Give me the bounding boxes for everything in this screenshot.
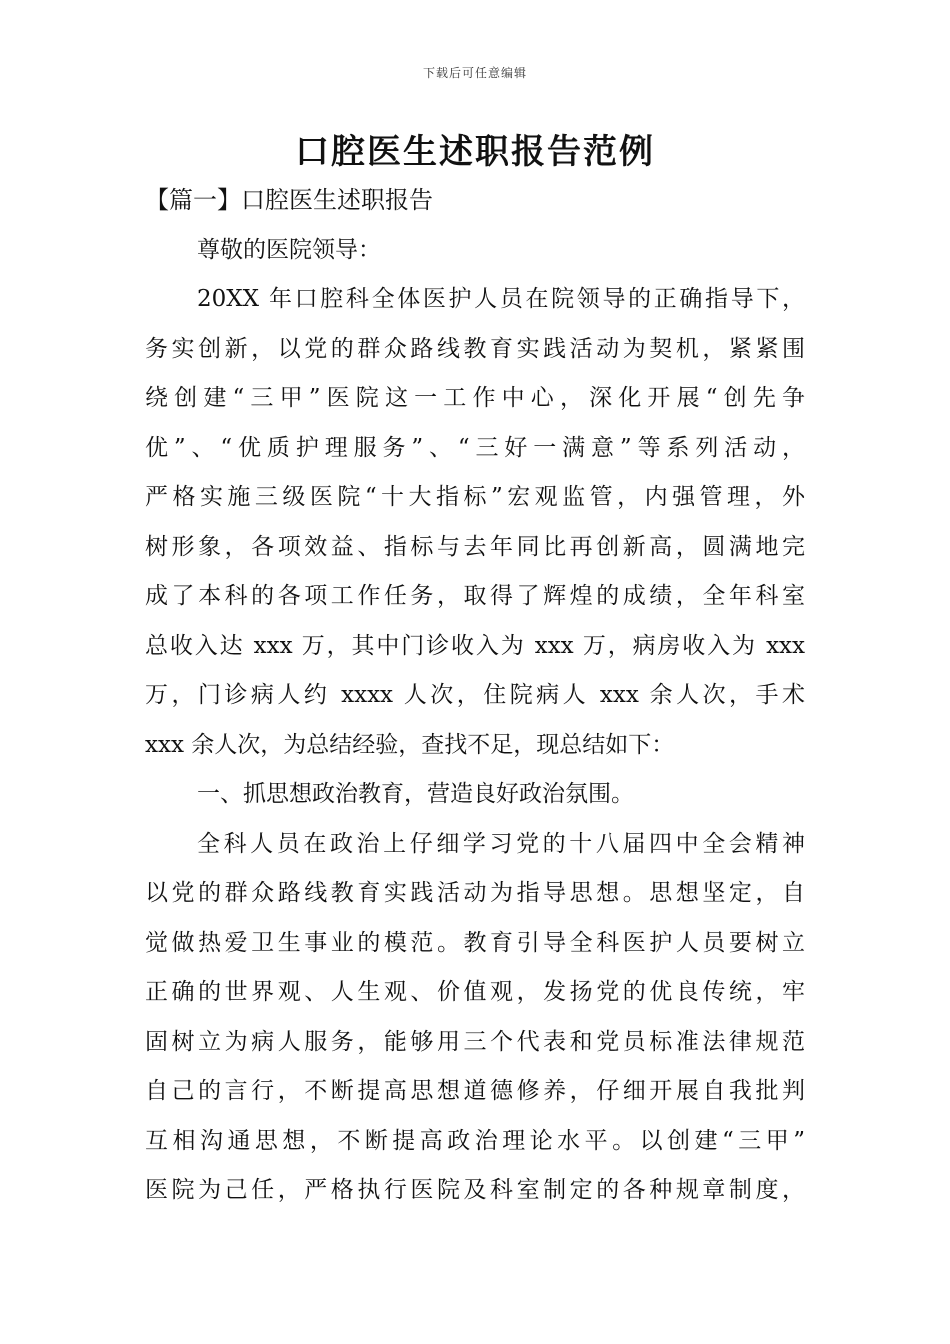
body-line: 总收入达 xxx 万，其中门诊收入为 xxx 万，病房收入为 xxx (145, 632, 805, 659)
subsection-heading: 一、抓思想政治教育，营造良好政治氛围。 (197, 781, 634, 807)
body-line: 20XX 年口腔科全体医护人员在院领导的正确指导下， (197, 286, 805, 312)
body-line: xxx 余人次，为总结经验，查找不足，现总结如下： (145, 731, 675, 758)
body-line: 医院为己任，严格执行医院及科室制定的各种规章制度， (145, 1177, 805, 1203)
document-title: 口腔医生述职报告范例 (295, 132, 655, 172)
body-line: 务实创新，以党的群众路线教育实践活动为契机，紧紧围 (145, 335, 805, 362)
body-line: 以党的群众路线教育实践活动为指导思想。思想坚定，自 (145, 880, 805, 906)
body-line: 自己的言行，不断提高思想道德修养，仔细开展自我批判 (145, 1078, 805, 1104)
header-note: 下载后可任意编辑 (422, 66, 527, 80)
section-heading: 【篇一】口腔医生述职报告 (145, 186, 433, 214)
body-line: 优”、“优质护理服务”、“三好一满意”等系列活动， (145, 434, 805, 461)
body-line: 全科人员在政治上仔细学习党的十八届四中全会精神 (197, 830, 805, 857)
body-line: 万，门诊病人约 xxxx 人次，住院病人 xxx 余人次，手术 (145, 682, 805, 708)
body-line: 觉做热爱卫生事业的模范。教育引导全科医护人员要树立 (145, 929, 805, 956)
document-body (145, 176, 805, 1216)
salutation-line: 尊敬的医院领导： (197, 236, 381, 263)
body-line: 严格实施三级医院“十大指标”宏观监管，内强管理，外 (145, 484, 805, 510)
body-line: 正确的世界观、人生观、价值观，发扬党的优良传统，牢 (145, 979, 805, 1005)
body-line: 绕创建“三甲”医院这一工作中心，深化开展“创先争 (145, 385, 805, 411)
body-line: 固树立为病人服务，能够用三个代表和党员标准法律规范 (145, 1028, 805, 1055)
body-line: 互相沟通思想，不断提高政治理论水平。以创建“三甲” (145, 1127, 805, 1154)
body-line: 树形象，各项效益、指标与去年同比再创新高，圆满地完 (145, 533, 805, 560)
body-line: 成了本科的各项工作任务，取得了辉煌的成绩，全年科室 (145, 583, 805, 609)
